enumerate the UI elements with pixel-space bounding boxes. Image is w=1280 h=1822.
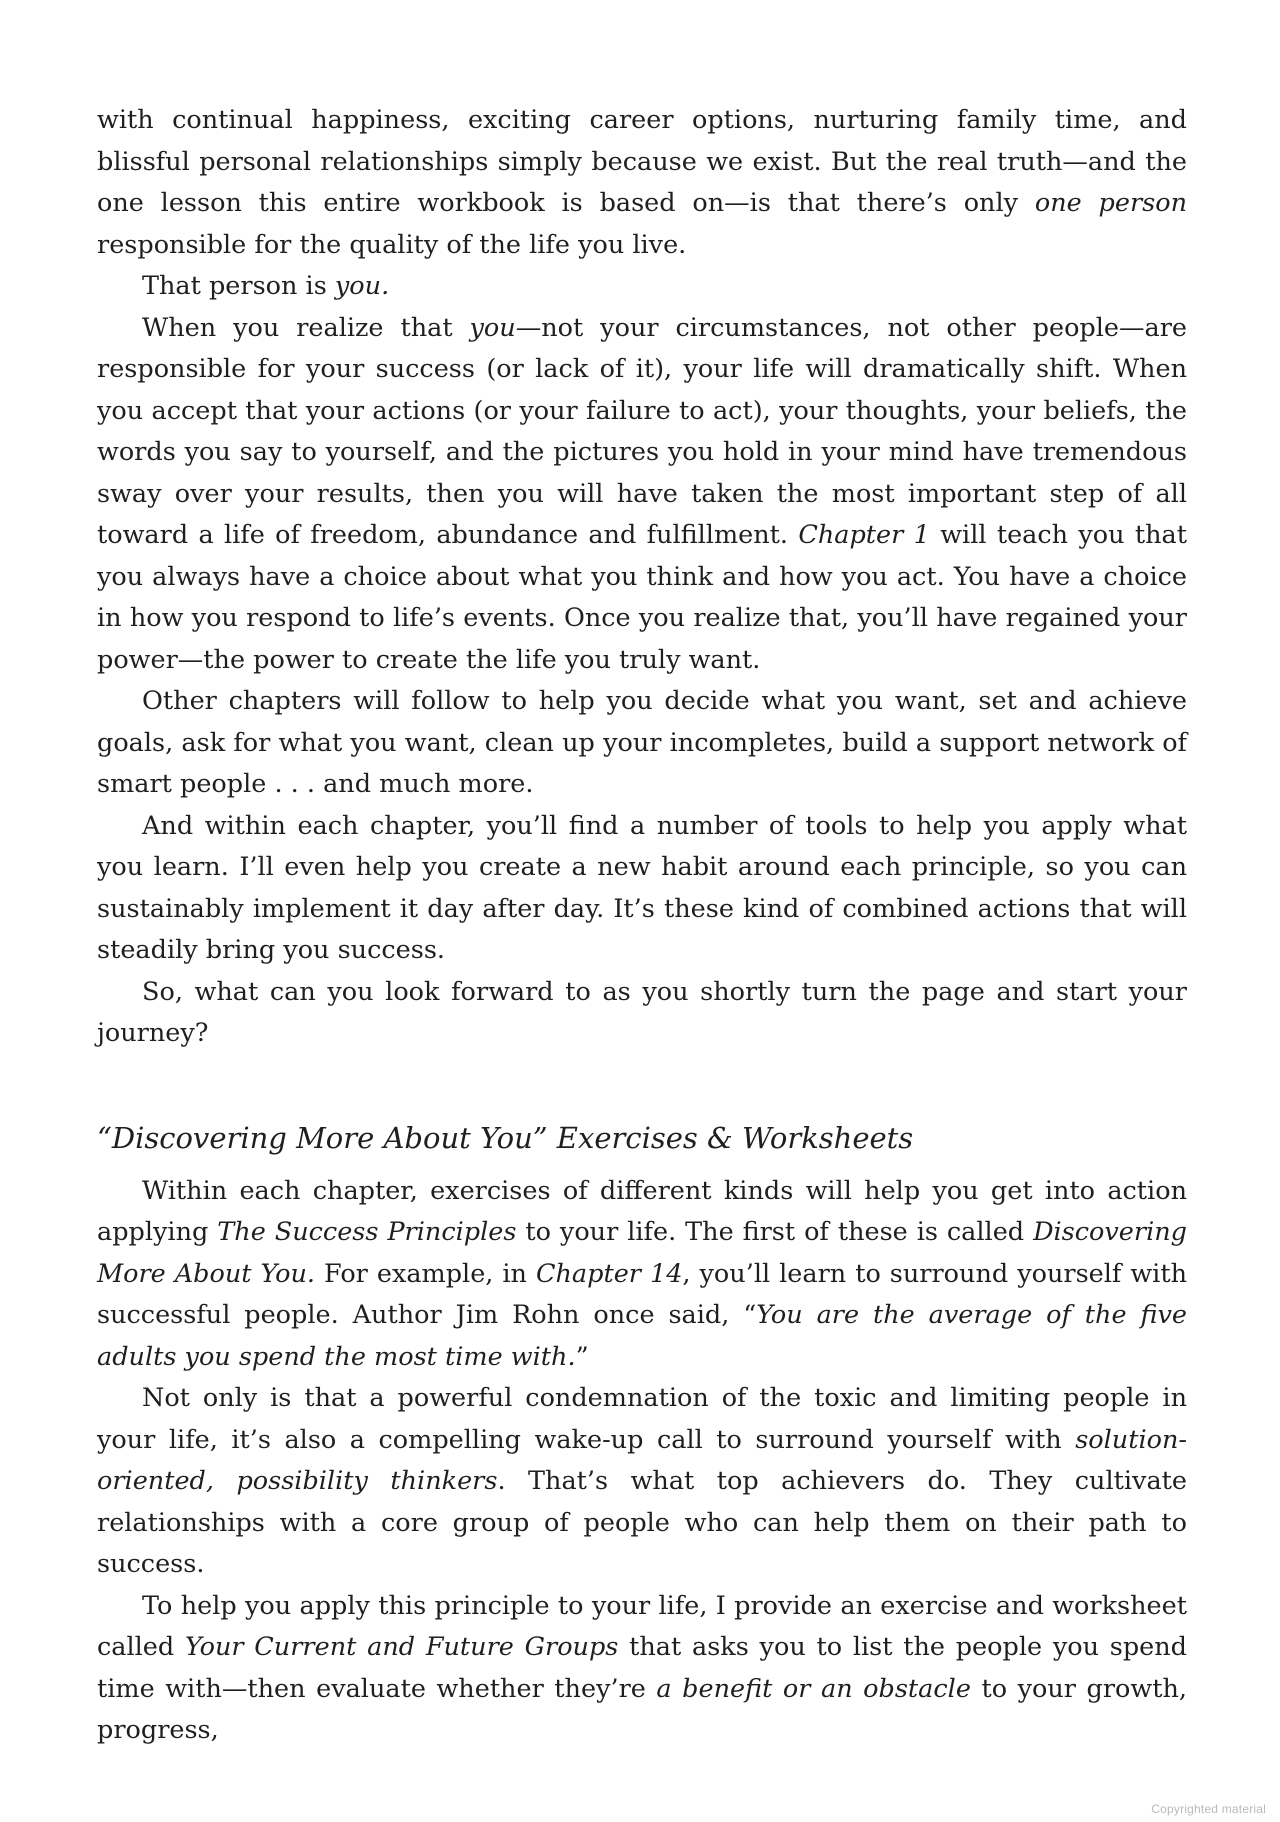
italic-run: Your Current and Future Groups: [184, 1632, 619, 1662]
italic-run: Chapter 1: [798, 520, 930, 550]
text-run: , you’ll learn to surround yourself with successful people. Author Jim Rohn once said, “: [97, 1258, 1187, 1330]
text-run: Other chapters will follow to help you decide what you want, set and achieve goals, ask for what you want, clean up your incompletes, build a support network of smart people . . . and much more.: [97, 686, 1187, 799]
text-run: to your growth, progress,: [97, 1673, 1187, 1745]
italic-run: The Success Principles: [217, 1217, 517, 1247]
body-paragraph-1: [97, 100, 1187, 266]
text-run: To help you apply this principle to your life, I provide an exercise and worksheet called: [97, 1590, 1187, 1662]
italic-run: solution-oriented, possibility thinkers: [97, 1424, 1187, 1496]
text-run: And within each chapter, you’ll find a number of tools to help you apply what you learn. I’ll even help you create a new habit around each principle, so you can sustainably implement it day after day. It’s these kind of combined actions that will steadily bring you success.: [97, 810, 1187, 965]
text-run: that asks you to list the people you spend time with—then evaluate whether they’re: [97, 1632, 1187, 1704]
text-run: Not only is that a powerful condemnation of the toxic and limiting people in your life, it’s also a compelling wake-up call to surround yourself with: [97, 1383, 1187, 1455]
text-run: So, what can you look forward to as you shortly turn the page and start your journey?: [97, 976, 1187, 1048]
text-run: When you realize that: [142, 312, 470, 343]
copyright-watermark: Copyrighted material: [1151, 1802, 1266, 1816]
text-run: That person is: [142, 271, 335, 301]
italic-run: you.: [334, 271, 390, 301]
italic-run: Discovering More About You.: [97, 1217, 1187, 1289]
italic-run: Chapter 14: [535, 1258, 683, 1289]
body-paragraph-6: [97, 972, 1187, 1055]
text-run: Within each chapter, exercises of different kinds will help you get into action applying: [97, 1175, 1187, 1247]
body-paragraph-3: [97, 308, 1187, 682]
italic-run: one person: [1034, 188, 1187, 218]
italic-run: you: [469, 312, 516, 343]
section-paragraph-2: [97, 1378, 1187, 1586]
body-paragraph-2: [97, 266, 1187, 308]
body-paragraph-5: [97, 806, 1187, 972]
section-paragraph-3: [97, 1586, 1187, 1752]
text-run: with continual happiness, exciting career options, nurturing family time, and blissful personal relationships simply because we exist. But the real truth—and the one lesson this entire workbook is based on—is that there’s only: [97, 105, 1187, 218]
body-paragraph-4: [97, 681, 1187, 806]
section-heading: “Discovering More About You” Exercises & Worksheets: [97, 1120, 914, 1155]
italic-run: You are the average of the five adults you spend the most time with.: [97, 1300, 1187, 1372]
book-page: [97, 100, 1187, 1752]
text-run: . That’s what top achievers do. They cultivate relationships with a core group of people who can help them on their path to success.: [97, 1466, 1187, 1579]
text-run: For example, in: [315, 1258, 536, 1289]
text-run: to your life. The first of these is called: [516, 1217, 1034, 1247]
text-run: will teach you that you always have a choice about what you think and how you act. You have a choice in how you respond to life’s events. Once you realize that, you’ll have regained your power—the power to create the life you truly want.: [97, 520, 1188, 675]
section-paragraph-1: [97, 1171, 1187, 1379]
text-run: —not your circumstances, not other people—are responsible for your success (or lack of it), your life will dramatically shift. When you accept that your actions (or your failure to act), your thoughts, your beliefs, the words you say to yourself, and the pictures you hold in your mind have tremendous sway over your results, then you will have taken the most important step of all toward a life of freedom, abundance and fulfillment.: [97, 312, 1187, 550]
text-run: responsible for the quality of the life you live.: [97, 229, 687, 260]
italic-run: a benefit or an obstacle: [656, 1673, 971, 1704]
text-run: ”: [575, 1341, 589, 1372]
